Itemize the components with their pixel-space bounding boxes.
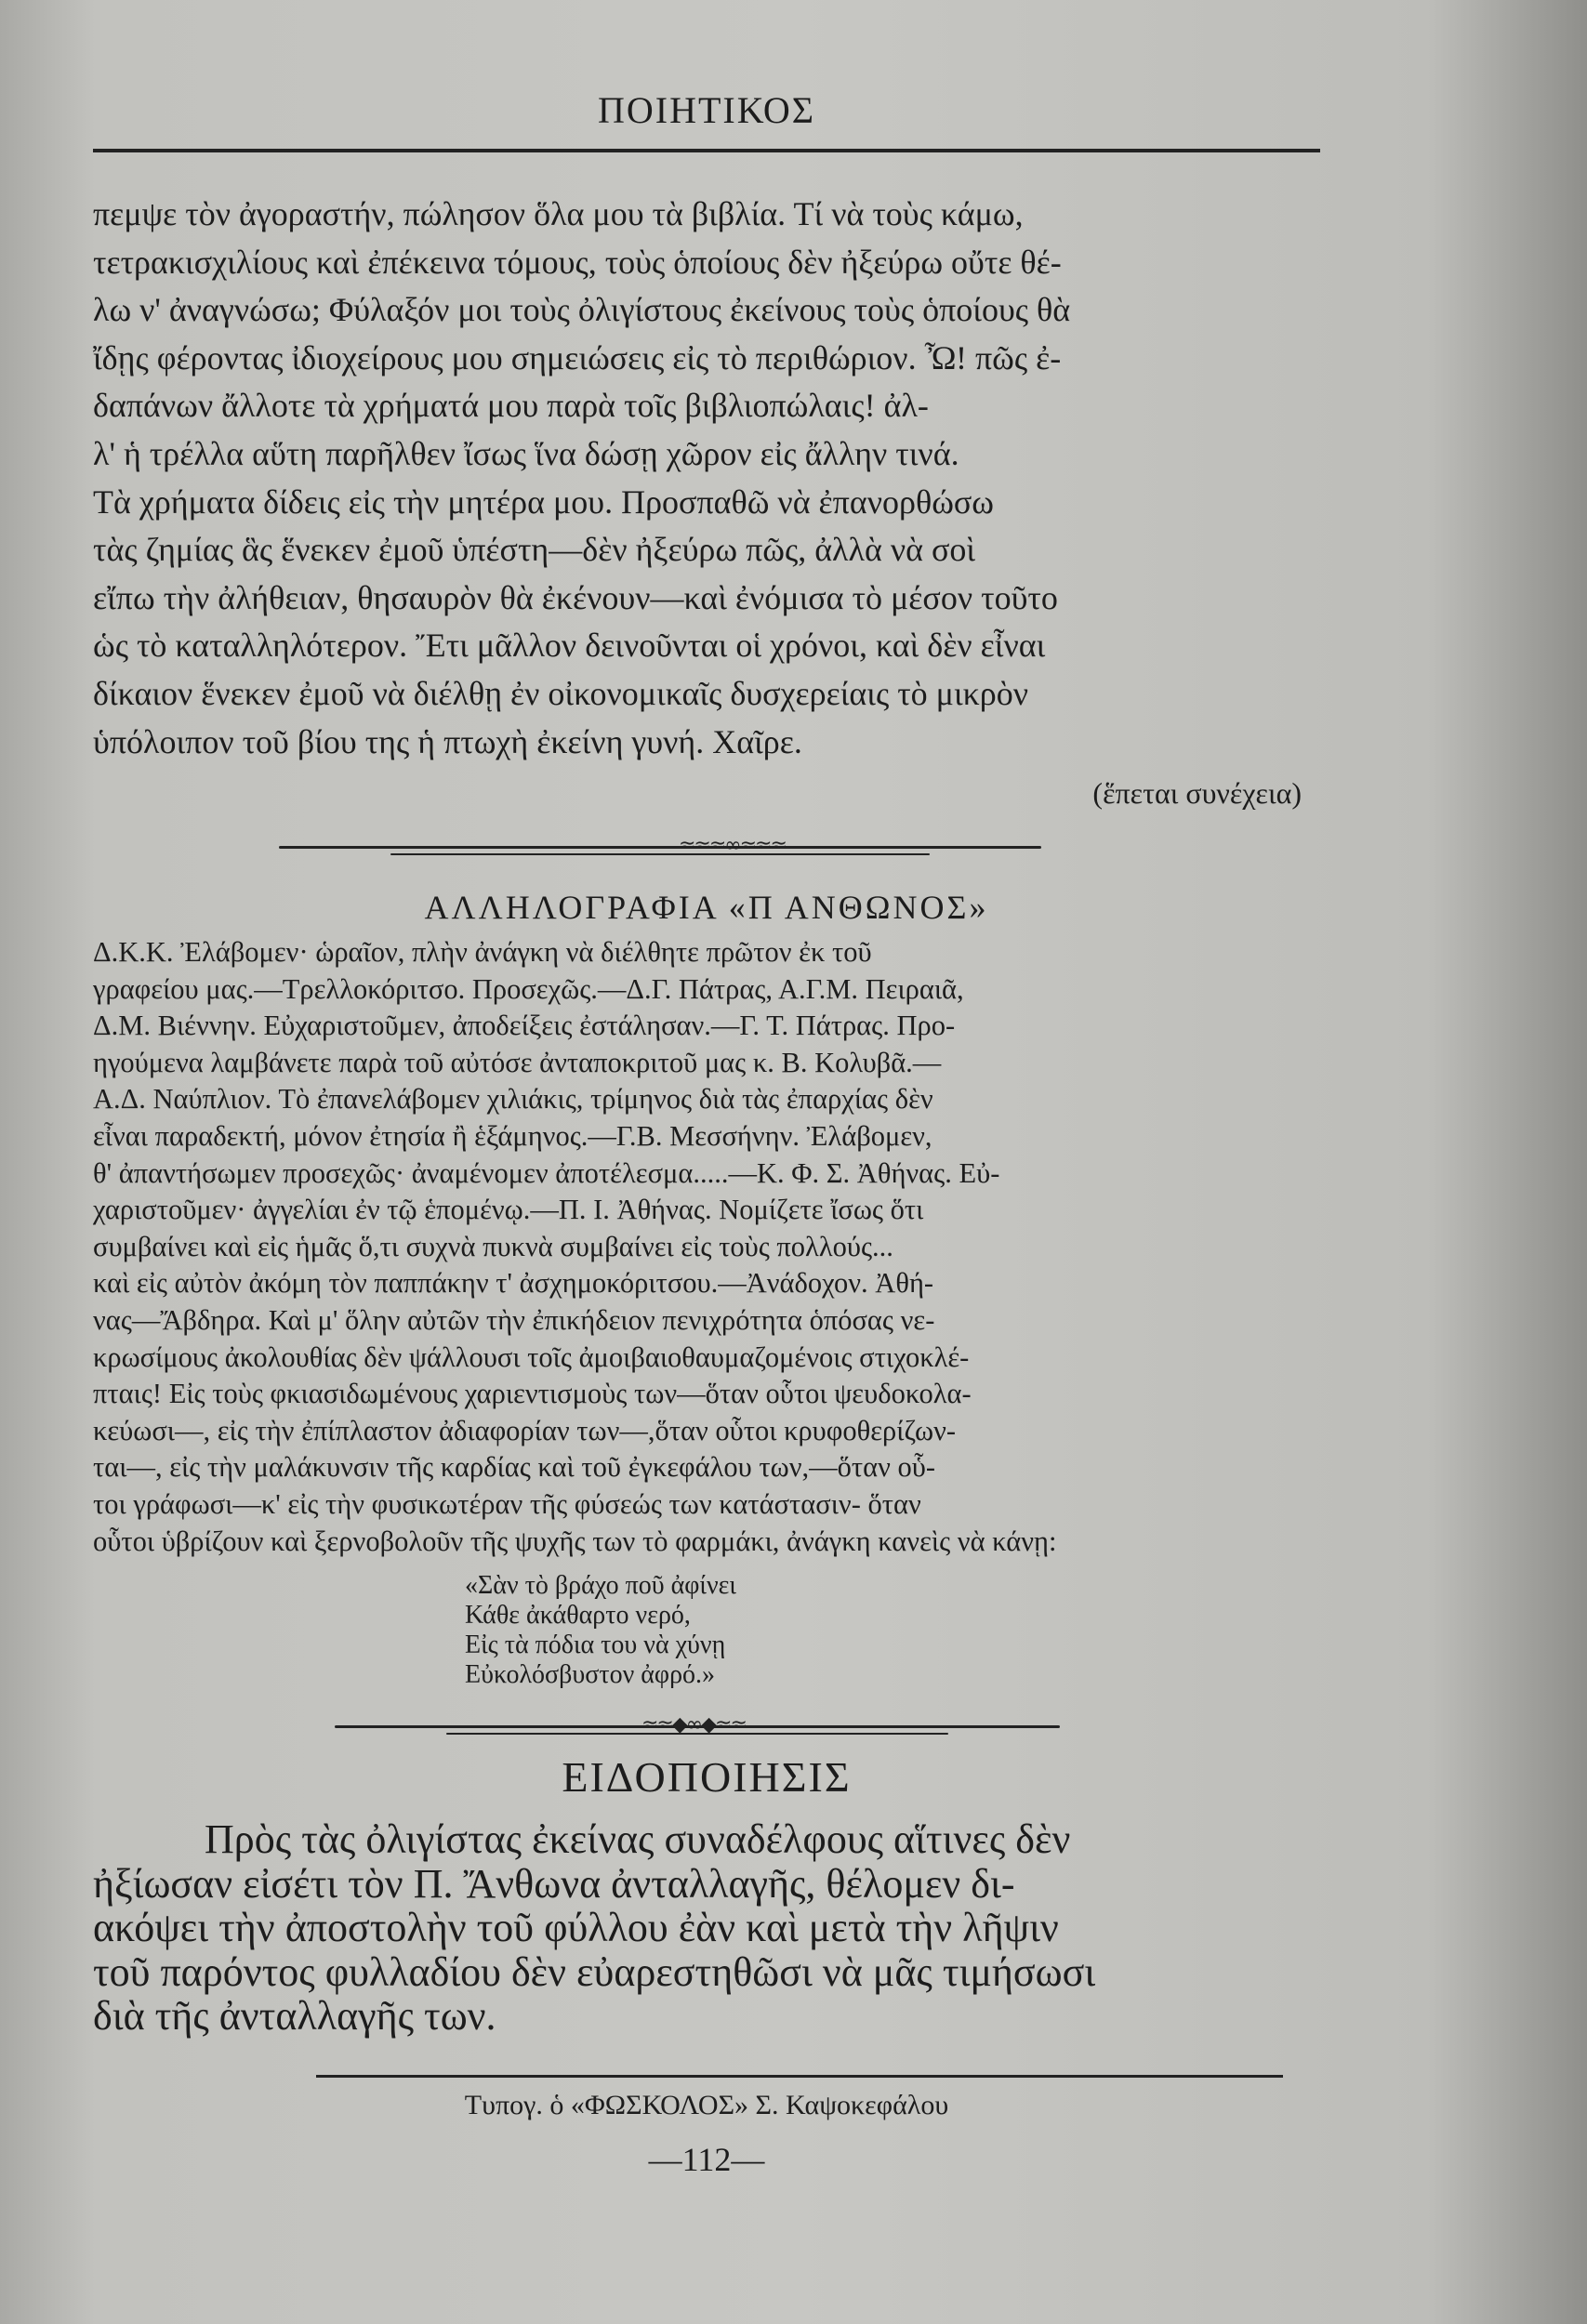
body-text xyxy=(93,191,1320,818)
correspondence-line: Δ.Μ. Βιέννην. Εὐχαριστοῦμεν, ἀποδείξεις ἐστάλησαν.—Γ. Τ. Πάτρας. Προ- xyxy=(93,1010,956,1042)
correspondence-line: γραφείου μας.—Τρελλοκόριτσο. Προσεχῶς.—Δ.Γ. Πάτρας, Α.Γ.Μ. Πειραιᾶ, xyxy=(93,972,964,1005)
poem-line: Κάθε ἀκάθαρτο νερό, xyxy=(465,1601,691,1630)
notice-line: τοῦ παρόντος φυλλαδίου δὲν εὐαρεστηθῶσι νὰ μᾶς τιμήσωσι xyxy=(93,1948,1096,1995)
body-line: τετρακισχιλίους καὶ ἐπέκεινα τόμους, τοὺς ὁποίους δὲν ἠξεύρω οὔτε θέ- xyxy=(93,243,1062,281)
poem-line: Εὐκολόσβυστον ἀφρό.» xyxy=(465,1660,716,1689)
body-line: πεμψε τὸν ἀγοραστήν, πώλησον ὅλα μου τὰ βιβλία. Τί νὰ τοὺς κάμω, xyxy=(93,195,1024,232)
correspondence-line: Α.Δ. Ναύπλιον. Τὸ ἐπανελάβομεν χιλιάκις, τρίμηνος διὰ τὰς ἐπαρχίας δὲν xyxy=(93,1083,933,1116)
correspondence-line: ηγούμενα λαμβάνετε παρὰ τοῦ αὐτόσε ἀνταποκριτοῦ μας κ. Β. Κολυβᾶ.— xyxy=(93,1046,942,1078)
correspondence-line: Δ.Κ.Κ. Ἐλάβομεν· ὡραῖον, πλὴν ἀνάγκη νὰ διέλθητε πρῶτον ἐκ τοῦ xyxy=(93,936,872,968)
correspondence-line: συμβαίνει καὶ εἰς ἡμᾶς ὅ,τι συχνὰ πυκνὰ συμβαίνει εἰς τοὺς πολλούς... xyxy=(93,1230,893,1262)
footer-rule xyxy=(316,2075,1283,2078)
page-number: —112— xyxy=(648,2141,765,2178)
running-head: ΠΟΙΗΤΙΚΟΣ xyxy=(597,89,816,131)
printer-imprint: Τυπογ. ὁ «ΦΩΣΚΟΛΟΣ» Σ. Καψοκεφάλου xyxy=(464,2090,949,2120)
header-rule xyxy=(93,149,1320,152)
notice-line: ακόψει τὴν ἀποστολὴν τοῦ φύλλου ἐὰν καὶ μετὰ τὴν λῆψιν xyxy=(93,1905,1059,1950)
correspondence-line: οὗτοι ὑβρίζουν καὶ ξερνοβολοῦν τῆς ψυχῆς των τὸ φαρμάκι, ἀνάγκη κανεὶς νὰ κάνῃ: xyxy=(93,1525,1057,1557)
page: ΠΟΙΗΤΙΚΟΣ πεμψε τὸν ἀγοραστήν, πώλησον ὅλα μου τὰ βιβλία. Τί νὰ τοὺς κάμω, τετρακισχιλίους καὶ ἐπέκεινα τόμους, τοὺς ὁποίους δὲν ἠξεύρω οὔτε θέ- λω ν' ἀναγνώσω; Φύλαξόν μοι τοὺς ὀλιγίστους ἐκείνους τοὺς ὁποίους θὰ ἴδῃς φέροντας ἰδιοχείρους μου σημειώσεις εἰς τὸ περιθώριον. Ὦ! πῶς ἐ- δαπάνων ἄλλοτε τὰ χρήματά μου παρὰ τοῖς βιβλιοπώλαις! ἀλ- λ' ἡ τρέλλα αὕτη παρῆλθεν ἴσως ἵνα δώσῃ χῶρον εἰς ἄλλην τινά. Τὰ χρήματα δίδεις εἰς τὴν μητέρα μου. Προσπαθῶ νὰ ἐπανορθώσω τὰς ζημίας ἃς ἕνεκεν ἐμοῦ ὑπέστη—δὲν ἠξεύρω πῶς, ἀλλὰ νὰ σοὶ εἴπω τὴν ἀλήθειαν, θησαυρὸν θὰ ἐκένουν—καὶ ἐνόμισα τὸ μέσον τοῦτο ὡς τὸ καταλληλότερον. Ἔτι μᾶλλον δεινοῦνται οἱ χρόνοι, καὶ δὲν εἶναι δίκαιον ἕνεκεν ἐμοῦ νὰ διέλθῃ ἐν οἰκονομικαῖς δυσχερείαις τὸ μικρὸν ὑπόλοιπον τοῦ βίου της ἡ πτωχὴ ἐκείνη γυνή. Χαῖρε. (ἕπεται συνέχεια) ≈≈≈∞≈≈≈ ΑΛΛΗΛΟΓΡΑΦΙΑ «Π ΑΝΘΩΝΟΣ» Δ.Κ.Κ. Ἐλάβομεν· ὡραῖον, πλὴν ἀνάγκη νὰ διέλθητε πρῶτον ἐκ τοῦ γραφείου μας.—Τρελλοκόριτσο. Προσεχῶς.—Δ.Γ. Πάτρας, Α.Γ.Μ. Πειραιᾶ, Δ.Μ. Βιέννην. Εὐχαριστοῦμεν, ἀποδείξεις ἐστάλησαν.—Γ. Τ. Πάτρας. Προ- ηγούμενα λαμβάνετε παρὰ τοῦ αὐτόσε ἀνταποκριτοῦ μας κ. Β. Κολυβᾶ.— Α.Δ. Ναύπλιον. Τὸ ἐπανελάβομεν χιλιάκις, τρίμηνος διὰ τὰς ἐπαρχίας δὲν εἶναι παραδεκτή, μόνον ἐτησία ἢ ἑξάμηνος.—Γ.Β. Μεσσήνην. Ἐλάβομεν, θ' ἀπαντήσωμεν προσεχῶς· ἀναμένομεν ἀποτέλεσμα.....—Κ. Φ. Σ. Ἀθήνας. Εὐ- χαριστοῦμεν· ἀγγελίαι ἐν τῷ ἑπομένῳ.—Π. Ι. Ἀθήνας. Νομίζετε ἴσως ὅτι συμβαίνει καὶ εἰς ἡμᾶς ὅ,τι συχνὰ πυκνὰ συμβαίνει εἰς τοὺς πολλούς... καὶ εἰς αὐτὸν ἀκόμη τὸν παππάκην τ' ἀσχημοκόριτσου.—Ἀνάδοχον. Ἀθή- νας—Ἄβδηρα. Καὶ μ' ὅλην αὐτῶν τὴν ἐπικήδειον πενιχρότητα ὁπόσας νε- κρωσίμους ἀκολουθίας δὲν ψάλλουσι τοῖς ἀμοιβαιοθαυμαζομένοις στιχοκλέ- πταις! Εἰς τοὺς φκιασιδωμένους χαριεντισμοὺς των—ὅταν οὗτοι ψευδοκολα- κεύωσι—, εἰς τὴν ἐπίπλαστον ἀδιαφορίαν των—,ὅταν οὗτοι κρυφοθερίζων- ται—, εἰς τὴν μαλάκυνσιν τῆς καρδίας καὶ τοῦ ἐγκεφάλου των,—ὅταν οὗ- τοι γράφωσι—κ' εἰς τὴν φυσικωτέραν τῆς φύσεώς των κατάστασιν- ὅταν οὗτοι ὑβρίζουν καὶ ξερνοβολοῦν τῆς ψυχῆς των τὸ φαρμάκι, ἀνάγκη κανεὶς νὰ κάνῃ: «Σὰν τὸ βράχο ποῦ ἀφίνει Κάθε ἀκάθαρτο νερό, Εἰς τὰ πόδια του νὰ χύνῃ Εὐκολόσβυστον ἀφρό.» ≈≈◆∞◆≈≈ ΕΙΔΟΠΟΙΗΣΙΣ Πρὸς τὰς ὀλιγίστας ἐκείνας συναδέλφους αἵτινες δὲν ἠξίωσαν εἰσέτι τὸν Π. Ἄνθωνα ἀνταλλαγῆς, θέλομεν δι- ακόψει τὴν ἀποστολὴν τοῦ φύλλου ἐὰν καὶ μετὰ τὴν λῆψιν τοῦ παρόντος φυλλαδίου δὲν εὐαρεστηθῶσι νὰ μᾶς τιμήσωσι διὰ τῆς ἀνταλλαγῆς των. Τυπογ. ὁ «ΦΩΣΚΟΛΟΣ» Σ. Καψοκεφάλου —112— xyxy=(0,0,1587,2324)
body-line: δαπάνων ἄλλοτε τὰ χρήματά μου παρὰ τοῖς βιβλιοπώλαις! ἀλ- xyxy=(93,387,929,425)
notice-text xyxy=(93,1817,1320,2039)
body-line: ὑπόλοιπον τοῦ βίου της ἡ πτωχὴ ἐκείνη γυνή. Χαῖρε. xyxy=(93,722,802,760)
body-line: λω ν' ἀναγνώσω; Φύλαξόν μοι τοὺς ὀλιγίστους ἐκείνους τοὺς ὁποίους θὰ xyxy=(93,291,1071,329)
body-line: ἴδῃς φέροντας ἰδιοχείρους μου σημειώσεις εἰς τὸ περιθώριον. Ὦ! πῶς ἐ- xyxy=(93,338,1062,376)
correspondence-line: χαριστοῦμεν· ἀγγελίαι ἐν τῷ ἑπομένῳ.—Π. Ι. Ἀθήνας. Νομίζετε ἴσως ὅτι xyxy=(93,1194,924,1226)
body-line: ὡς τὸ καταλληλότερον. Ἔτι μᾶλλον δεινοῦνται οἱ χρόνοι, καὶ δὲν εἶναι xyxy=(93,627,1046,665)
correspondence-line: τοι γράφωσι—κ' εἰς τὴν φυσικωτέραν τῆς φύσεώς των κατάστασιν- ὅταν xyxy=(93,1487,921,1520)
correspondence-line: ται—, εἰς τὴν μαλάκυνσιν τῆς καρδίας καὶ τοῦ ἐγκεφάλου των,—ὅταν οὗ- xyxy=(93,1451,936,1484)
poem-line: «Σὰν τὸ βράχο ποῦ ἀφίνει xyxy=(465,1571,736,1600)
body-line: εἴπω τὴν ἀλήθειαν, θησαυρὸν θὰ ἐκένουν—καὶ ἐνόμισα τὸ μέσον τοῦτο xyxy=(93,578,1058,616)
notice-line: Πρὸς τὰς ὀλιγίστας ἐκείνας συναδέλφους αἵτινες δὲν xyxy=(205,1816,1071,1862)
body-line: λ' ἡ τρέλλα αὕτη παρῆλθεν ἴσως ἵνα δώσῃ χῶρον εἰς ἄλλην τινά. xyxy=(93,434,959,472)
notice-title: ΕΙΔΟΠΟΙΗΣΙΣ xyxy=(562,1753,852,1801)
poem-line: Εἰς τὰ πόδια του νὰ χύνῃ xyxy=(465,1631,726,1659)
body-line: Τὰ χρήματα δίδεις εἰς τὴν μητέρα μου. Προσπαθῶ νὰ ἐπανορθώσω xyxy=(93,482,994,521)
correspondence-line: νας—Ἄβδηρα. Καὶ μ' ὅλην αὐτῶν τὴν ἐπικήδειον πενιχρότητα ὁπόσας νε- xyxy=(93,1303,935,1336)
correspondence-title: ΑΛΛΗΛΟΓΡΑΦΙΑ «Π ΑΝΘΩΝΟΣ» xyxy=(424,889,989,926)
poem xyxy=(465,1571,736,1690)
correspondence-text xyxy=(93,934,1320,1560)
notice-line: ἠξίωσαν εἰσέτι τὸν Π. Ἄνθωνα ἀνταλλαγῆς, θέλομεν δι- xyxy=(93,1860,1015,1907)
correspondence-line: κρωσίμους ἀκολουθίας δὲν ψάλλουσι τοῖς ἀμοιβαιοθαυμαζομένοις στιχοκλέ- xyxy=(93,1340,970,1373)
correspondence-line: κεύωσι—, εἰς τὴν ἐπίπλαστον ἀδιαφορίαν των—,ὅταν οὗτοι κρυφοθερίζων- xyxy=(93,1414,957,1446)
correspondence-line: θ' ἀπαντήσωμεν προσεχῶς· ἀναμένομεν ἀποτέλεσμα.....—Κ. Φ. Σ. Ἀθήνας. Εὐ- xyxy=(93,1156,1000,1189)
body-line: δίκαιον ἕνεκεν ἐμοῦ νὰ διέλθῃ ἐν οἰκονομικαῖς δυσχερείαις τὸ μικρὸν xyxy=(93,674,1029,712)
notice-line: διὰ τῆς ἀνταλλαγῆς των. xyxy=(93,1993,496,2039)
correspondence-line: πταις! Εἰς τοὺς φκιασιδωμένους χαριεντισμοὺς των—ὅταν οὗτοι ψευδοκολα- xyxy=(93,1378,972,1410)
correspondence-line: εἶναι παραδεκτή, μόνον ἐτησία ἢ ἑξάμηνος.—Γ.Β. Μεσσήνην. Ἐλάβομεν, xyxy=(93,1119,932,1152)
body-line: τὰς ζημίας ἃς ἕνεκεν ἐμοῦ ὑπέστη—δὲν ἠξεύρω πῶς, ἀλλὰ νὰ σοὶ xyxy=(93,531,976,569)
continued-note: (ἕπεται συνέχεια) xyxy=(1092,776,1302,811)
correspondence-line: καὶ εἰς αὐτὸν ἀκόμη τὸν παππάκην τ' ἀσχημοκόριτσου.—Ἀνάδοχον. Ἀθή- xyxy=(93,1267,934,1300)
